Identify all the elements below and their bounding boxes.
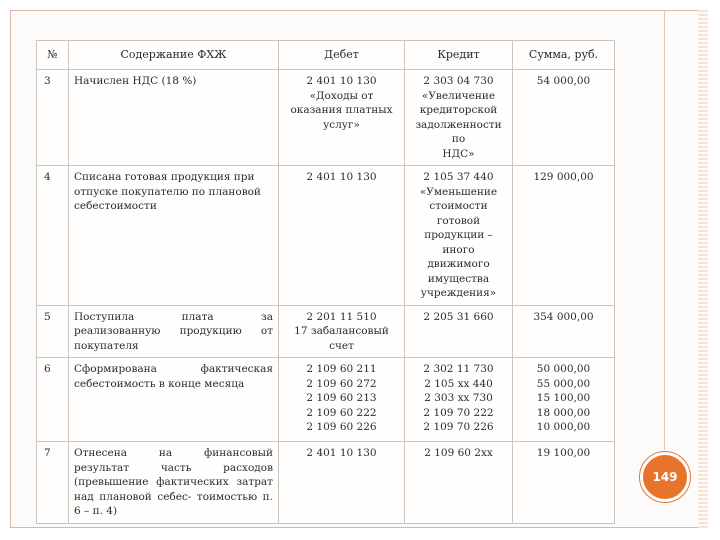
debit-line: 2 401 10 130 <box>306 75 377 87</box>
sum-line: 10 000,00 <box>536 421 591 433</box>
table-row <box>37 358 615 442</box>
sum-cell <box>513 166 615 306</box>
operation-content: Поступила плата за реализованную продукцию от покупателя <box>69 305 279 358</box>
sum-cell <box>513 358 615 442</box>
table-row <box>37 70 615 166</box>
sum-line: 18 000,00 <box>536 406 591 419</box>
sum-line: 54 000,00 <box>536 75 591 87</box>
table-row <box>37 442 615 524</box>
debit-line: услуг» <box>323 118 360 131</box>
table-header-row <box>37 41 615 70</box>
credit-cell <box>405 166 513 306</box>
credit-line: 2 105 37 440 <box>423 171 494 183</box>
page-number-badge: 149 <box>640 452 690 502</box>
sum-line: 354 000,00 <box>533 310 594 323</box>
credit-cell <box>405 70 513 166</box>
debit-cell <box>279 305 405 358</box>
debit-line: 2 109 60 226 <box>306 421 377 433</box>
debit-line: «Доходы от <box>309 89 374 102</box>
header-debit: Дебет <box>279 41 405 70</box>
row-number: 6 <box>37 358 69 442</box>
credit-line: 2 205 31 660 <box>423 310 494 323</box>
credit-line: кредиторской <box>419 104 498 116</box>
credit-line: иного движимого <box>427 243 490 270</box>
credit-line: 2 105 хх 440 <box>424 377 493 390</box>
debit-line: 2 109 60 211 <box>306 363 377 375</box>
credit-cell <box>405 358 513 442</box>
header-sum: Сумма, руб. <box>513 41 615 70</box>
credit-cell <box>405 442 513 524</box>
operation-content: Сформирована фактическая себестоимость в конце месяца <box>69 358 279 442</box>
operation-content: Начислен НДС (18 %) <box>69 70 279 166</box>
credit-line: учреждения» <box>420 287 497 299</box>
debit-line: счет <box>329 339 354 352</box>
debit-line: 2 201 11 510 <box>306 310 377 323</box>
sum-cell <box>513 442 615 524</box>
credit-line: 2 109 60 2хх <box>424 447 493 459</box>
debit-cell <box>279 70 405 166</box>
credit-line: задолженности по <box>415 118 502 145</box>
credit-line: «Уменьшение <box>419 185 498 198</box>
debit-cell <box>279 166 405 306</box>
sum-line: 55 000,00 <box>536 377 591 390</box>
sum-line: 15 100,00 <box>536 392 591 404</box>
credit-line: 2 303 04 730 <box>423 75 494 87</box>
credit-line: 2 302 11 730 <box>423 363 494 375</box>
debit-cell <box>279 358 405 442</box>
operation-content: Отнесена на финансовый результат часть расходов (превышение фактических затрат над плановой себес- тоимостью п. 6 – п. 4) <box>69 442 279 524</box>
header-number: № <box>37 41 69 70</box>
debit-line: 17 забалансовый <box>294 325 389 337</box>
header-content: Содержание ФХЖ <box>69 41 279 70</box>
credit-line: 2 303 хх 730 <box>424 392 493 404</box>
sum-line: 129 000,00 <box>533 171 594 183</box>
credit-line: стоимости <box>429 200 488 212</box>
credit-line: продукции – <box>424 229 493 241</box>
debit-line: 2 109 60 272 <box>306 377 377 390</box>
sum-line: 50 000,00 <box>536 363 591 375</box>
debit-line: оказания платных <box>290 104 393 116</box>
row-number: 3 <box>37 70 69 166</box>
debit-line: 2 401 10 130 <box>306 447 377 459</box>
table-row <box>37 305 615 358</box>
credit-line: 2 109 70 226 <box>423 421 494 433</box>
sum-cell <box>513 305 615 358</box>
row-number: 7 <box>37 442 69 524</box>
credit-line: НДС» <box>442 147 475 160</box>
debit-line: 2 109 60 213 <box>306 392 377 404</box>
row-number: 4 <box>37 166 69 306</box>
row-number: 5 <box>37 305 69 358</box>
credit-line: готовой <box>436 214 481 227</box>
operation-content: Списана готовая продукция при отпуске покупателю по плановой себестоимости <box>69 166 279 306</box>
debit-line: 2 109 60 222 <box>306 406 377 419</box>
table-body <box>37 70 615 524</box>
debit-line: 2 401 10 130 <box>306 171 377 183</box>
sum-cell <box>513 70 615 166</box>
sum-line: 19 100,00 <box>536 447 591 459</box>
credit-line: 2 109 70 222 <box>423 406 494 419</box>
credit-line: имущества <box>427 272 490 285</box>
credit-line: «Увеличение <box>421 89 496 102</box>
table-row <box>37 166 615 306</box>
debit-cell <box>279 442 405 524</box>
decorative-line <box>664 10 665 450</box>
header-credit: Кредит <box>405 41 513 70</box>
journal-entries-table <box>36 40 615 524</box>
decorative-band <box>698 10 708 528</box>
credit-cell <box>405 305 513 358</box>
